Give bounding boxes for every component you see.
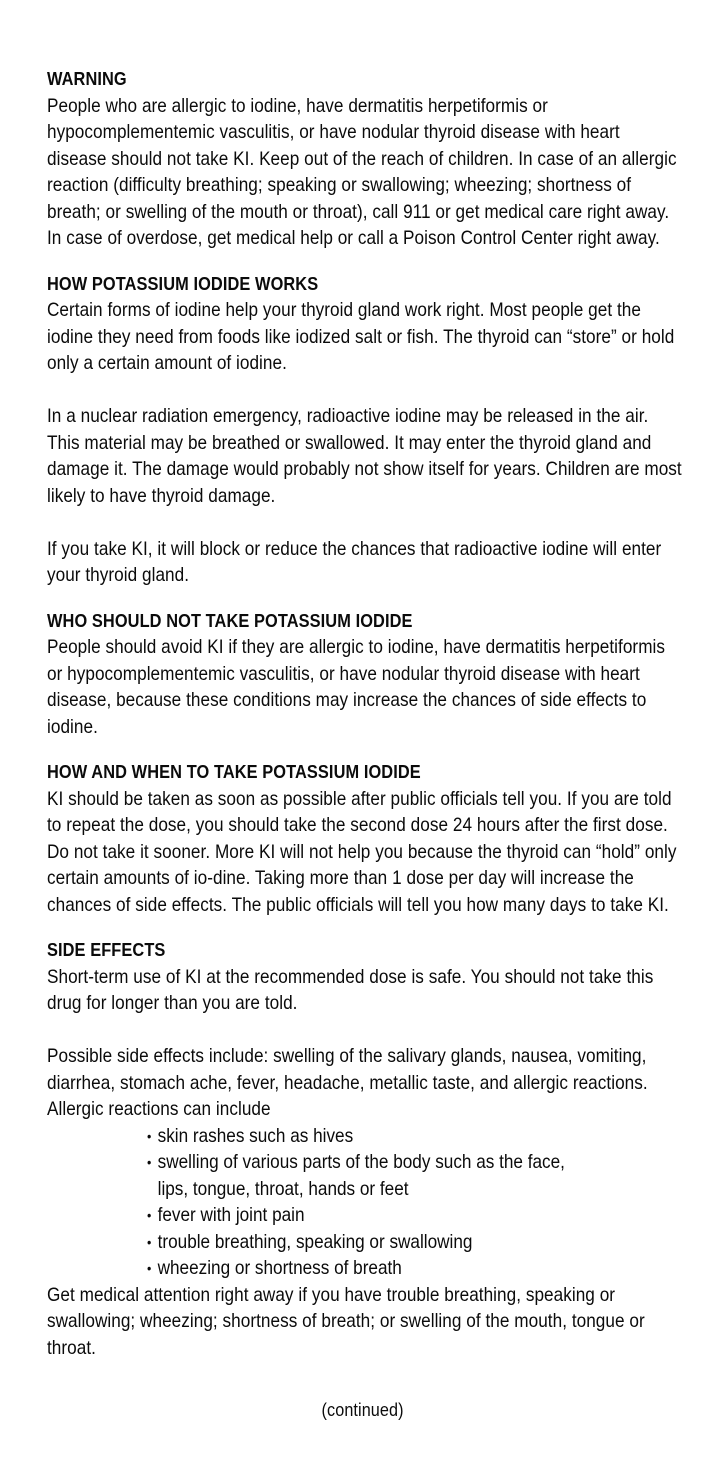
section-how-and-when-to-take (47, 759, 683, 918)
list-item-label: swelling of various parts of the body such as the face, (157, 1151, 565, 1173)
bullet-icon: • (147, 1233, 152, 1250)
list-item-label: skin rashes such as hives (157, 1124, 354, 1147)
spacer (47, 589, 683, 608)
list-item (147, 1202, 682, 1229)
allergic-reactions-list (47, 1123, 682, 1282)
spacer (47, 918, 683, 937)
section-paragraph-works-3: If you take KI, it will block or reduce the chances that radioactive iodine will enter your thyroid gland. (47, 537, 662, 586)
list-item (147, 1229, 682, 1256)
list-item (147, 1149, 682, 1202)
section-paragraph-how-and-when-to-take: KI should be taken as soon as possible after public officials tell you. If you are told to repeat the dose, you should take the second dose 24 hours after the first dose. Do not take it sooner. More KI will not help you because the thyroid can “hold” only certain amounts of io-dine. Taking more than 1 dose per day will increase the chances of side effects. The public officials will tell you how many days to take KI. (47, 787, 677, 916)
list-item-label: fever with joint pain (157, 1204, 305, 1226)
bullet-icon: • (147, 1207, 152, 1223)
section-paragraph-side-effects-1: Short-term use of KI at the recommended dose is safe. You should not take this drug for longer than you are told. (47, 965, 654, 1014)
section-who-should-not-take (47, 608, 683, 741)
spacer (47, 252, 683, 271)
section-side-effects (47, 937, 683, 1361)
list-item-label: wheezing or shortness of breath (157, 1257, 402, 1279)
section-paragraph-who-should-not-take: People should avoid KI if they are allergic to iodine, have dermatitis herpetiformis or hypocomplementemic vasculitis, or have nodular thyroid disease with heart disease, because these conditions may increase the chances of side effects to iodine. (47, 636, 666, 738)
section-paragraph-side-effects-closing: Get medical attention right away if you have trouble breathing, speaking or swallowing; wheezing; shortness of breath; or swelling of the mouth, tongue or throat. (47, 1283, 645, 1359)
spacer (47, 509, 683, 536)
section-heading-how-and-when-to-take: HOW AND WHEN TO TAKE POTASSIUM IODIDE (47, 761, 421, 782)
section-heading-who-should-not-take: WHO SHOULD NOT TAKE POTASSIUM IODIDE (47, 609, 413, 631)
section-how-potassium-iodide-works (47, 271, 683, 589)
section-heading-side-effects: SIDE EFFECTS (47, 939, 166, 960)
list-item-label: trouble breathing, speaking or swallowing (157, 1230, 473, 1253)
section-paragraph-warning: People who are allergic to iodine, have dermatitis herpetiformis or hypocomplementemic vasculitis, or have nodular thyroid disease with heart disease should not take KI. Keep out of the reach of children. In case of an allergic reaction (difficulty breathing; speaking or swallowing; wheezing; shortness of breath; or swelling of the mouth or throat), call 911 or get medical care right away. In case of overdose, get medical help or call a Poison Control Center right away. (47, 94, 677, 249)
section-paragraph-works-2: In a nuclear radiation emergency, radioactive iodine may be released in the air. This material may be breathed or swallowed. It may enter the thyroid gland and damage it. The damage would probably not show itself for years. Children are most likely to have thyroid damage. (47, 405, 682, 507)
section-paragraph-works-1: Certain forms of iodine help your thyroid gland work right. Most people get the iodine they need from foods like iodized salt or fish. The thyroid can “store” or hold only a certain amount of iodine. (47, 299, 675, 374)
list-item-continuation: lips, tongue, throat, hands or feet (157, 1177, 409, 1200)
spacer (47, 377, 683, 404)
footer-label: (continued) (321, 1400, 404, 1420)
list-item (147, 1123, 682, 1150)
section-heading-how-potassium-iodide-works: HOW POTASSIUM IODIDE WORKS (47, 272, 319, 294)
section-heading-warning: WARNING (47, 68, 127, 89)
spacer (47, 1017, 683, 1044)
bullet-icon: • (147, 1127, 152, 1144)
section-warning (47, 66, 683, 252)
list-item (147, 1255, 682, 1282)
bullet-icon: • (147, 1260, 152, 1276)
bullet-icon: • (147, 1154, 152, 1170)
document-body (47, 66, 683, 1361)
section-paragraph-side-effects-2: Possible side effects include: swelling of the salivary glands, nausea, vomiting, diarrhea, stomach ache, fever, headache, metallic taste, and allergic reactions. Allergic reactions can include (47, 1045, 648, 1120)
page-footer (0, 1398, 725, 1422)
spacer (47, 740, 683, 759)
